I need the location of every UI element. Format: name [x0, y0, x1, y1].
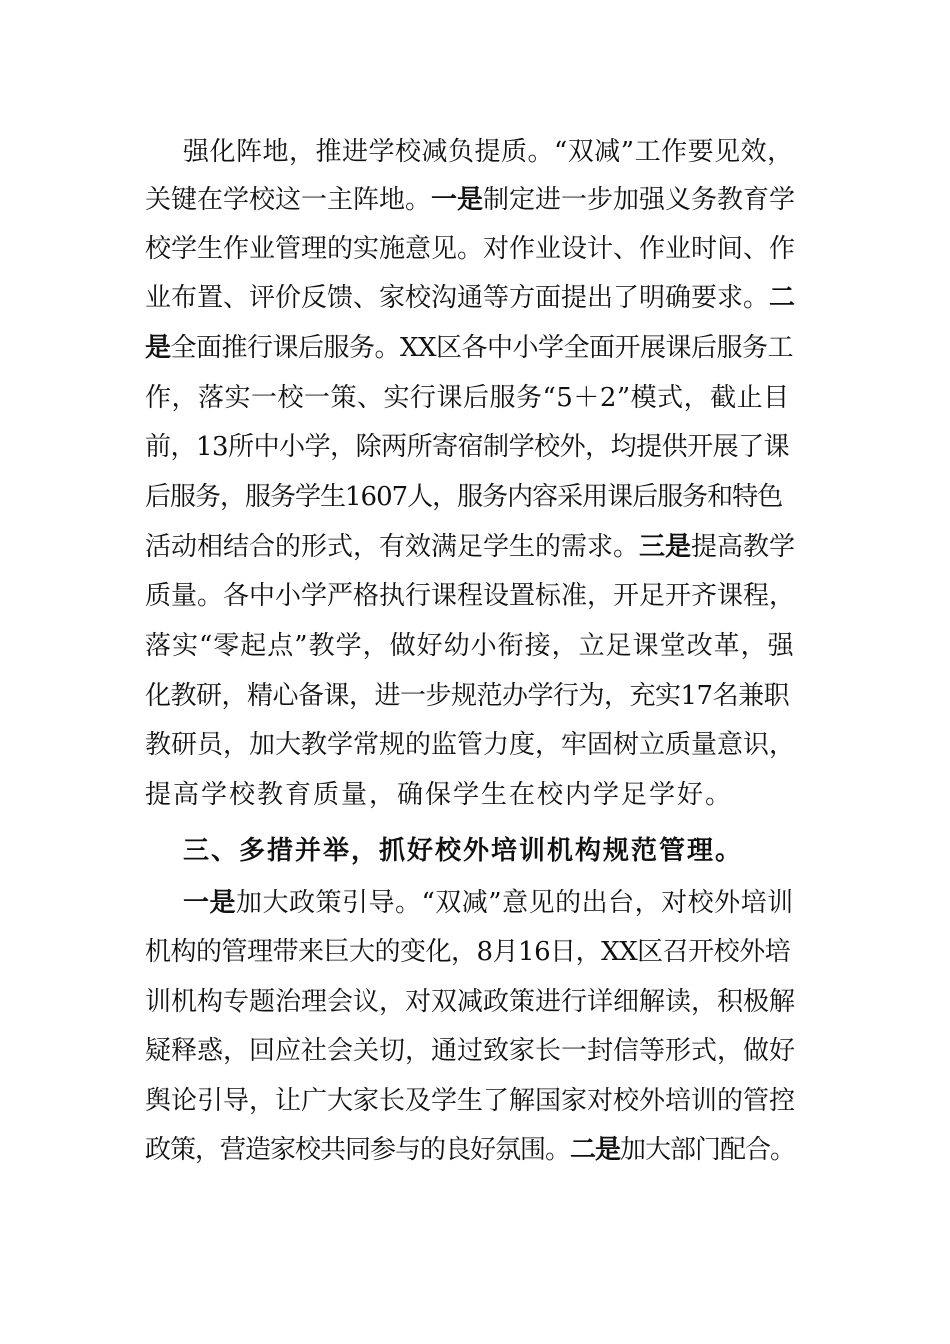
paragraph-line-3 [145, 223, 795, 275]
line-text: 后服务，服务学生1607人，服务内容采用课后服务和特色 [145, 482, 783, 512]
line-text: 舆论引导，让广大家长及学生了解国家对校外培训的管控 [145, 1086, 796, 1116]
line-text: 作，落实一校一策、实行课后服务“5＋2”模式，截止目 [145, 383, 790, 413]
section-heading-text: 三、多措并举，抓好校外培训机构规范管理。 [183, 836, 744, 866]
bold-marker-yishi-2: 一是 [183, 888, 237, 918]
paragraph-line-2 [145, 174, 795, 226]
paragraph-line-6 [145, 372, 795, 424]
paragraph-line-4 [145, 272, 795, 324]
bold-marker-sanshi: 三是 [639, 532, 692, 562]
paragraph-line-20 [145, 1075, 795, 1127]
line-text: 训机构专题治理会议，对双减政策进行详细解读，积极解 [145, 987, 796, 1017]
line-text: 强化阵地，推进学校减负提质。“双减”工作要见效， [183, 137, 794, 167]
line-text: 机构的管理带来巨大的变化，8月16日，XX区召开校外培 [145, 937, 791, 967]
line-text: 全面推行课后服务。XX区各中小学全面开展课后服务工 [170, 333, 794, 363]
line-text: 活动相结合的形式，有效满足学生的需求。 [145, 532, 640, 562]
line-text: 加大部门配合。 [620, 1135, 796, 1165]
paragraph-line-5 [145, 322, 795, 374]
bold-marker-ershi: 二是 [570, 1135, 621, 1165]
line-text: 加大政策引导。“双减”意见的出台，对校外培训 [236, 888, 794, 918]
paragraph-line-7 [145, 421, 795, 473]
line-text: 前，13所中小学，除两所寄宿制学校外，均提供开展了课 [145, 432, 790, 462]
paragraph-line-8 [145, 471, 795, 523]
line-text: 落实“零起点”教学，做好幼小衔接，立足课堂改革，强 [145, 631, 795, 661]
paragraph-line-13 [145, 719, 795, 771]
line-text: 化教研，精心备课，进一步规范办学行为，充实17名兼职 [145, 681, 790, 711]
line-text: 制定进一步加强义务教育学 [483, 185, 796, 215]
paragraph-line-17 [145, 926, 795, 978]
line-text: 关键在学校这一主阵地。 [145, 185, 432, 215]
paragraph-line-10 [145, 570, 795, 622]
paragraph-line-12 [145, 670, 795, 722]
paragraph-line-14 [145, 769, 795, 821]
bold-marker-er: 二 [769, 283, 796, 313]
paragraph-line-9 [145, 521, 795, 573]
line-text: 业布置、评价反馈、家校沟通等方面提出了明确要求。 [145, 283, 770, 313]
bold-marker-shi: 是 [145, 333, 171, 363]
paragraph-line-21 [145, 1124, 795, 1176]
paragraph-line-11 [145, 620, 795, 672]
paragraph-line-16 [183, 877, 795, 929]
line-text: 提高学校教育质量，确保学生在校内学足学好。 [145, 780, 734, 810]
paragraph-line-18 [145, 976, 795, 1028]
bold-marker-yishi: 一是 [431, 185, 484, 215]
line-text: 校学生作业管理的实施意见。对作业设计、作业时间、作 [145, 234, 796, 264]
section-heading [183, 825, 795, 877]
paragraph-line-19 [145, 1025, 795, 1077]
line-text: 政策，营造家校共同参与的良好氛围。 [145, 1135, 571, 1165]
paragraph-line-1 [183, 126, 795, 178]
line-text: 质量。各中小学严格执行课程设置标准，开足开齐课程， [145, 581, 796, 611]
line-text: 疑释惑，回应社会关切，通过致家长一封信等形式，做好 [145, 1036, 796, 1066]
line-text: 提高教学 [691, 532, 796, 562]
line-text: 教研员，加大教学常规的监管力度，牢固树立质量意识， [145, 730, 796, 760]
